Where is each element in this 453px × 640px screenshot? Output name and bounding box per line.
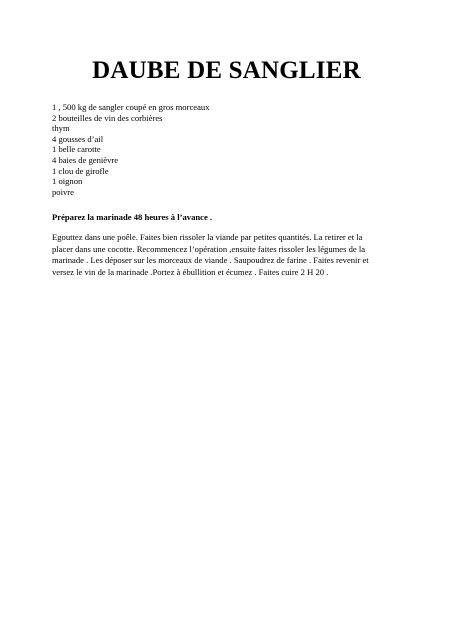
marinade-note: Préparez la marinade 48 heures à l’avance . bbox=[52, 212, 213, 222]
ingredient-item: 1 clou de girofle bbox=[52, 165, 109, 176]
ingredient-item: 1 , 500 kg de sangler coupé en gros morceaux bbox=[52, 102, 210, 112]
ingredient-item: thym bbox=[52, 123, 70, 134]
page-title: DAUBE DE SANGLIER bbox=[92, 57, 361, 84]
ingredient-item: 4 gousses d’ail bbox=[52, 133, 104, 144]
ingredient-item: 1 belle carotte bbox=[52, 144, 101, 155]
instructions-line: Egouttez dans une poêle. Faites bien rissoler la viande par petites quantités. La retirer et la bbox=[52, 232, 363, 242]
ingredient-item: 4 baies de genièvre bbox=[52, 154, 119, 165]
ingredient-item: 2 bouteilles de vin des corbières bbox=[52, 112, 163, 123]
ingredient-list bbox=[52, 102, 210, 197]
ingredient-item: 1 oignon bbox=[52, 176, 83, 187]
instructions-line: versez le vin de la marinade .Portez à ébullition et écumez . Faites cuire 2 H 20 . bbox=[52, 266, 329, 277]
ingredient-item: poivre bbox=[52, 186, 74, 197]
instructions-line: placer dans une cocotte. Recommencez l’opération ,ensuite faites rissoler les légumes de la bbox=[52, 243, 366, 254]
instructions-line: marinade . Les déposer sur les morceaux de viande . Saupoudrez de farine . Faites revenir et bbox=[52, 255, 369, 266]
instructions-paragraph bbox=[52, 232, 392, 278]
